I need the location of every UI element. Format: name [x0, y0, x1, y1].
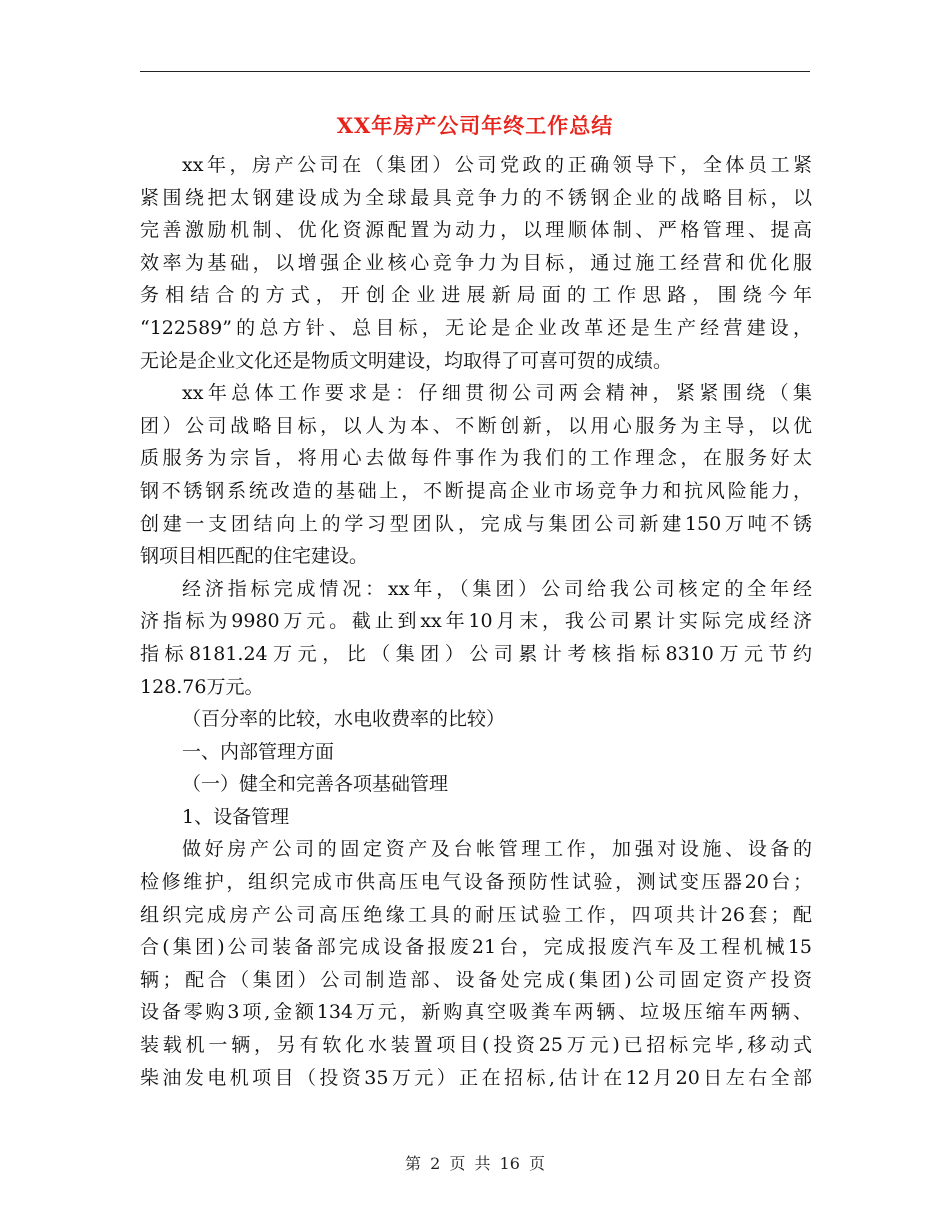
paragraph	[140, 768, 812, 801]
text-line: 辆；配合（集团）公司制造部、设备处完成(集团)公司固定资产投资	[140, 968, 812, 991]
document-body	[140, 149, 812, 1094]
text-line: 务相结合的方式，开创企业进展新局面的工作思路，围绕今年	[140, 284, 812, 307]
text-line: 钢不锈钢系统改造的基础上，不断提高企业市场竞争力和抗风险能力，	[140, 479, 812, 502]
text-line: 1、设备管理	[182, 805, 290, 828]
text-line: 设备零购3项,金额134万元，新购真空吸粪车两辆、垃圾压缩车两辆、	[140, 1001, 812, 1024]
text-line: “122589”的总方针、总目标，无论是企业改革还是生产经营建设，	[140, 316, 812, 339]
text-line: 钢项目相匹配的住宅建设。	[140, 545, 369, 568]
text-line: 经济指标完成情况：xx年，（集团）公司给我公司核定的全年经	[182, 577, 812, 600]
text-line: 无论是企业文化还是物质文明建设，均取得了可喜可贺的成绩。	[140, 349, 673, 372]
text-line: 组织完成房产公司高压绝缘工具的耐压试验工作，四项共计26套；配	[140, 903, 812, 926]
text-line: 紧围绕把太钢建设成为全球最具竞争力的不锈钢企业的战略目标，以	[140, 186, 812, 209]
paragraph	[140, 703, 812, 736]
text-line: 一、内部管理方面	[182, 740, 335, 763]
text-line: 效率为基础，以增强企业核心竞争力为目标，通过施工经营和优化服	[140, 251, 812, 274]
text-line: 128.76万元。	[140, 675, 264, 698]
text-line: 创建一支团结向上的学习型团队，完成与集团公司新建150万吨不锈	[140, 512, 812, 535]
text-line: xx年总体工作要求是：仔细贯彻公司两会精神，紧紧围绕（集	[182, 382, 812, 405]
text-line: 柴油发电机项目（投资35万元）正在招标,估计在12月20日左右全部	[140, 1066, 812, 1089]
paragraph	[140, 377, 812, 573]
paragraph	[140, 833, 812, 1094]
paragraph	[140, 149, 812, 377]
header-rule	[140, 71, 810, 72]
text-line: 合(集团)公司装备部完成设备报废21台，完成报废汽车及工程机械15	[140, 936, 812, 959]
text-line: 指标8181.24万元，比（集团）公司累计考核指标8310万元节约	[140, 642, 812, 665]
text-line: 装载机一辆，另有软化水装置项目(投资25万元)已招标完毕,移动式	[140, 1034, 812, 1057]
text-line: 团）公司战略目标，以人为本、不断创新，以用心服务为主导，以优	[140, 414, 812, 437]
text-line: 做好房产公司的固定资产及台帐管理工作，加强对设施、设备的	[182, 838, 812, 861]
text-line: 完善激励机制、优化资源配置为动力，以理顺体制、严格管理、提高	[140, 219, 812, 242]
text-line: 济指标为9980万元。截止到xx年10月末，我公司累计实际完成经济	[140, 610, 812, 633]
paragraph	[140, 801, 812, 834]
text-line: xx年，房产公司在（集团）公司党政的正确领导下，全体员工紧	[182, 154, 812, 176]
page-footer: 第 2 页 共 16 页	[405, 1154, 545, 1173]
text-line: （百分率的比较，水电收费率的比较）	[182, 708, 506, 731]
text-line: （一）健全和完善各项基础管理	[182, 773, 449, 796]
text-line: 质服务为宗旨，将用心去做每件事作为我们的工作理念，在服务好太	[140, 447, 812, 470]
text-line: 检修维护，组织完成市供高压电气设备预防性试验，测试变压器20台；	[140, 871, 812, 894]
paragraph	[140, 736, 812, 769]
paragraph	[140, 573, 812, 703]
document-title: XX年房产公司年终工作总结	[336, 113, 614, 138]
